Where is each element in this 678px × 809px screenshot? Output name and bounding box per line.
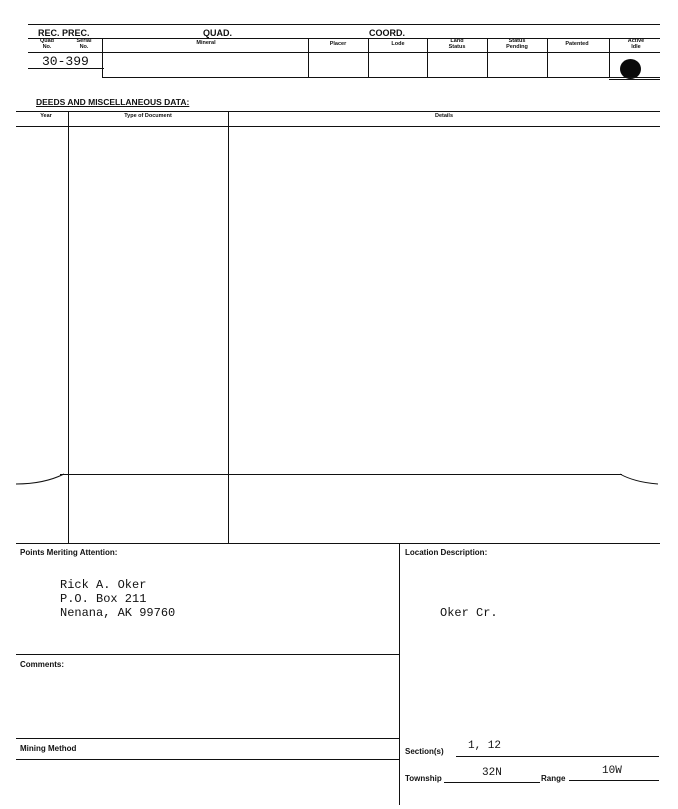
range-value: 10W	[602, 765, 622, 777]
mining-method-bottom-rule	[16, 759, 400, 760]
coord-label: COORD.	[369, 28, 405, 38]
fold-curve-right	[618, 470, 660, 490]
deeds-top-rule	[16, 111, 660, 112]
deeds-header-rule	[16, 126, 660, 127]
col-year: Year	[40, 113, 52, 119]
record-col-divider	[368, 38, 369, 78]
range-underline	[569, 780, 659, 781]
bottom-center-divider	[399, 543, 400, 805]
header-rule	[28, 38, 660, 39]
record-col-divider	[547, 38, 548, 78]
fold-curve-left	[14, 470, 66, 490]
mining-method-rule	[16, 738, 400, 739]
township-label: Township	[405, 774, 442, 783]
fold-line	[60, 474, 622, 475]
bottom-section-rule	[16, 543, 660, 544]
range-label: Range	[541, 774, 566, 783]
deeds-section-title: DEEDS AND MISCELLANEOUS DATA:	[36, 97, 190, 107]
record-col-divider	[609, 38, 610, 78]
record-col-divider	[308, 38, 309, 78]
col-active-idle: Active Idle	[627, 38, 645, 50]
col-land-status: Land Status	[448, 38, 466, 50]
record-bottom-rule	[102, 77, 660, 78]
points-address: Rick A. Oker P.O. Box 211 Nenana, AK 99760	[60, 578, 176, 620]
col-status-pending: Status Pending	[506, 38, 528, 50]
active-idle-mark	[620, 59, 641, 79]
col-details: Details	[434, 113, 454, 119]
township-underline	[444, 782, 540, 783]
section-value: 1, 12	[468, 740, 502, 752]
col-patented: Patented	[565, 41, 589, 47]
col-quad-no: Quad No.	[39, 38, 55, 50]
active-idle-rule	[609, 79, 660, 80]
record-col-divider	[487, 38, 488, 78]
township-value: 32N	[482, 767, 502, 779]
location-value: Oker Cr.	[440, 606, 498, 620]
quad-serial-value: 30-399	[42, 54, 89, 69]
comments-label: Comments:	[20, 660, 65, 669]
top-rule	[28, 24, 660, 25]
record-col-divider	[102, 38, 103, 78]
quad-row-rule	[28, 68, 104, 69]
rec-prec-label: REC. PREC.	[38, 28, 90, 38]
mining-method-label: Mining Method	[20, 744, 77, 753]
points-label: Points Meriting Attention:	[20, 548, 118, 557]
location-label: Location Description:	[405, 548, 488, 557]
col-type-of-document: Type of Document	[124, 113, 172, 119]
comments-rule	[16, 654, 400, 655]
deeds-year-divider	[68, 111, 69, 543]
record-col-divider	[427, 38, 428, 78]
col-lode: Lode	[391, 41, 405, 47]
col-mineral: Mineral	[196, 40, 216, 46]
col-placer: Placer	[329, 41, 347, 47]
section-underline	[456, 756, 659, 757]
section-label: Section(s)	[405, 747, 444, 756]
quad-label: QUAD.	[203, 28, 232, 38]
deeds-type-divider	[228, 111, 229, 543]
col-serial-no: Serial No.	[76, 38, 92, 50]
col-header-bottom-rule	[28, 52, 660, 53]
